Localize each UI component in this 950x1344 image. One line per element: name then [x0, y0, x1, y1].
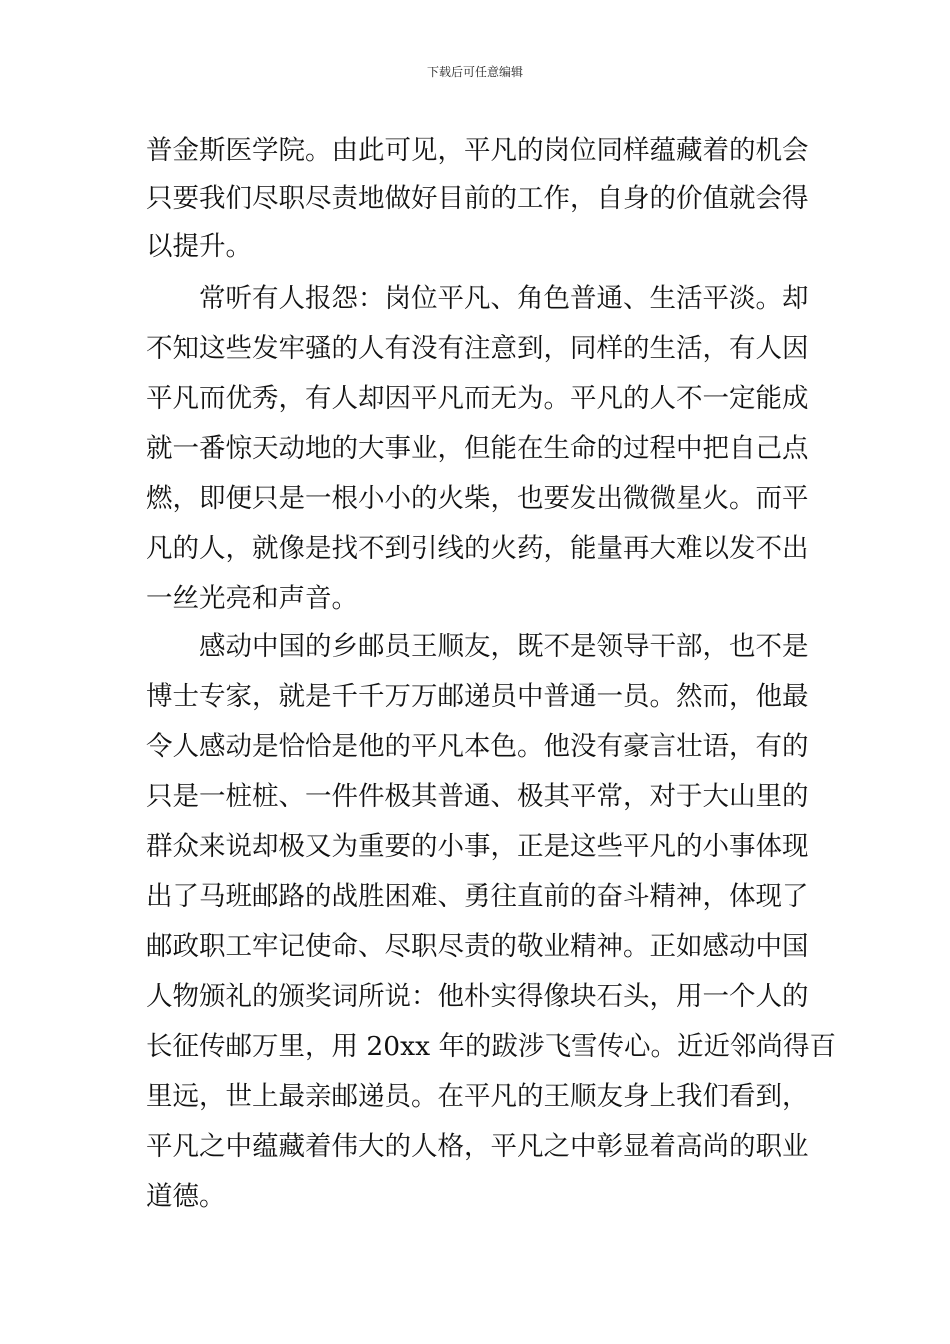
- text-line: 平凡之中蕴藏着伟大的人格，平凡之中彰显着高尚的职业: [146, 1131, 809, 1162]
- text-line: 长征传邮万里，用 20xx 年的跋涉飞雪传心。近近邻尚得百: [146, 1031, 836, 1062]
- text-line: 普金斯医学院。由此可见，平凡的岗位同样蕴藏着的机会: [146, 135, 809, 166]
- text-line: 以提升。: [146, 231, 252, 262]
- text-line: 出了马班邮路的战胜困难、勇往直前的奋斗精神，体现了: [146, 881, 809, 912]
- text-line: 不知这些发牢骚的人有没有注意到，同样的生活，有人因: [146, 333, 809, 364]
- text-line: 人物颁礼的颁奖词所说：他朴实得像块石头，用一个人的: [146, 981, 809, 1012]
- text-line: 只是一桩桩、一件件极其普通、极其平常，对于大山里的: [146, 781, 809, 812]
- text-line: 令人感动是恰恰是他的平凡本色。他没有豪言壮语，有的: [146, 731, 809, 762]
- text-line: 里远，世上最亲邮递员。在平凡的王顺友身上我们看到，: [146, 1081, 809, 1112]
- text-line: 燃，即便只是一根小小的火柴，也要发出微微星火。而平: [146, 483, 809, 514]
- text-line: 常听有人报怨：岗位平凡、角色普通、生活平淡。却: [146, 283, 809, 314]
- text-line: 只要我们尽职尽责地做好目前的工作，自身的价值就会得: [146, 183, 809, 214]
- text-line: 就一番惊天动地的大事业，但能在生命的过程中把自己点: [146, 433, 809, 464]
- text-line: 博士专家，就是千千万万邮递员中普通一员。然而，他最: [146, 681, 809, 712]
- text-line: 道德。: [146, 1181, 226, 1212]
- text-line: 群众来说却极又为重要的小事，正是这些平凡的小事体现: [146, 831, 809, 862]
- text-line: 一丝光亮和声音。: [146, 583, 358, 614]
- text-line: 平凡而优秀，有人却因平凡而无为。平凡的人不一定能成: [146, 383, 809, 414]
- text-line: 感动中国的乡邮员王顺友，既不是领导干部，也不是: [146, 631, 809, 662]
- page-header: 下载后可任意编辑: [426, 65, 523, 79]
- text-line: 邮政职工牢记使命、尽职尽责的敬业精神。正如感动中国: [146, 931, 809, 962]
- text-line: 凡的人，就像是找不到引线的火药，能量再大难以发不出: [146, 533, 809, 564]
